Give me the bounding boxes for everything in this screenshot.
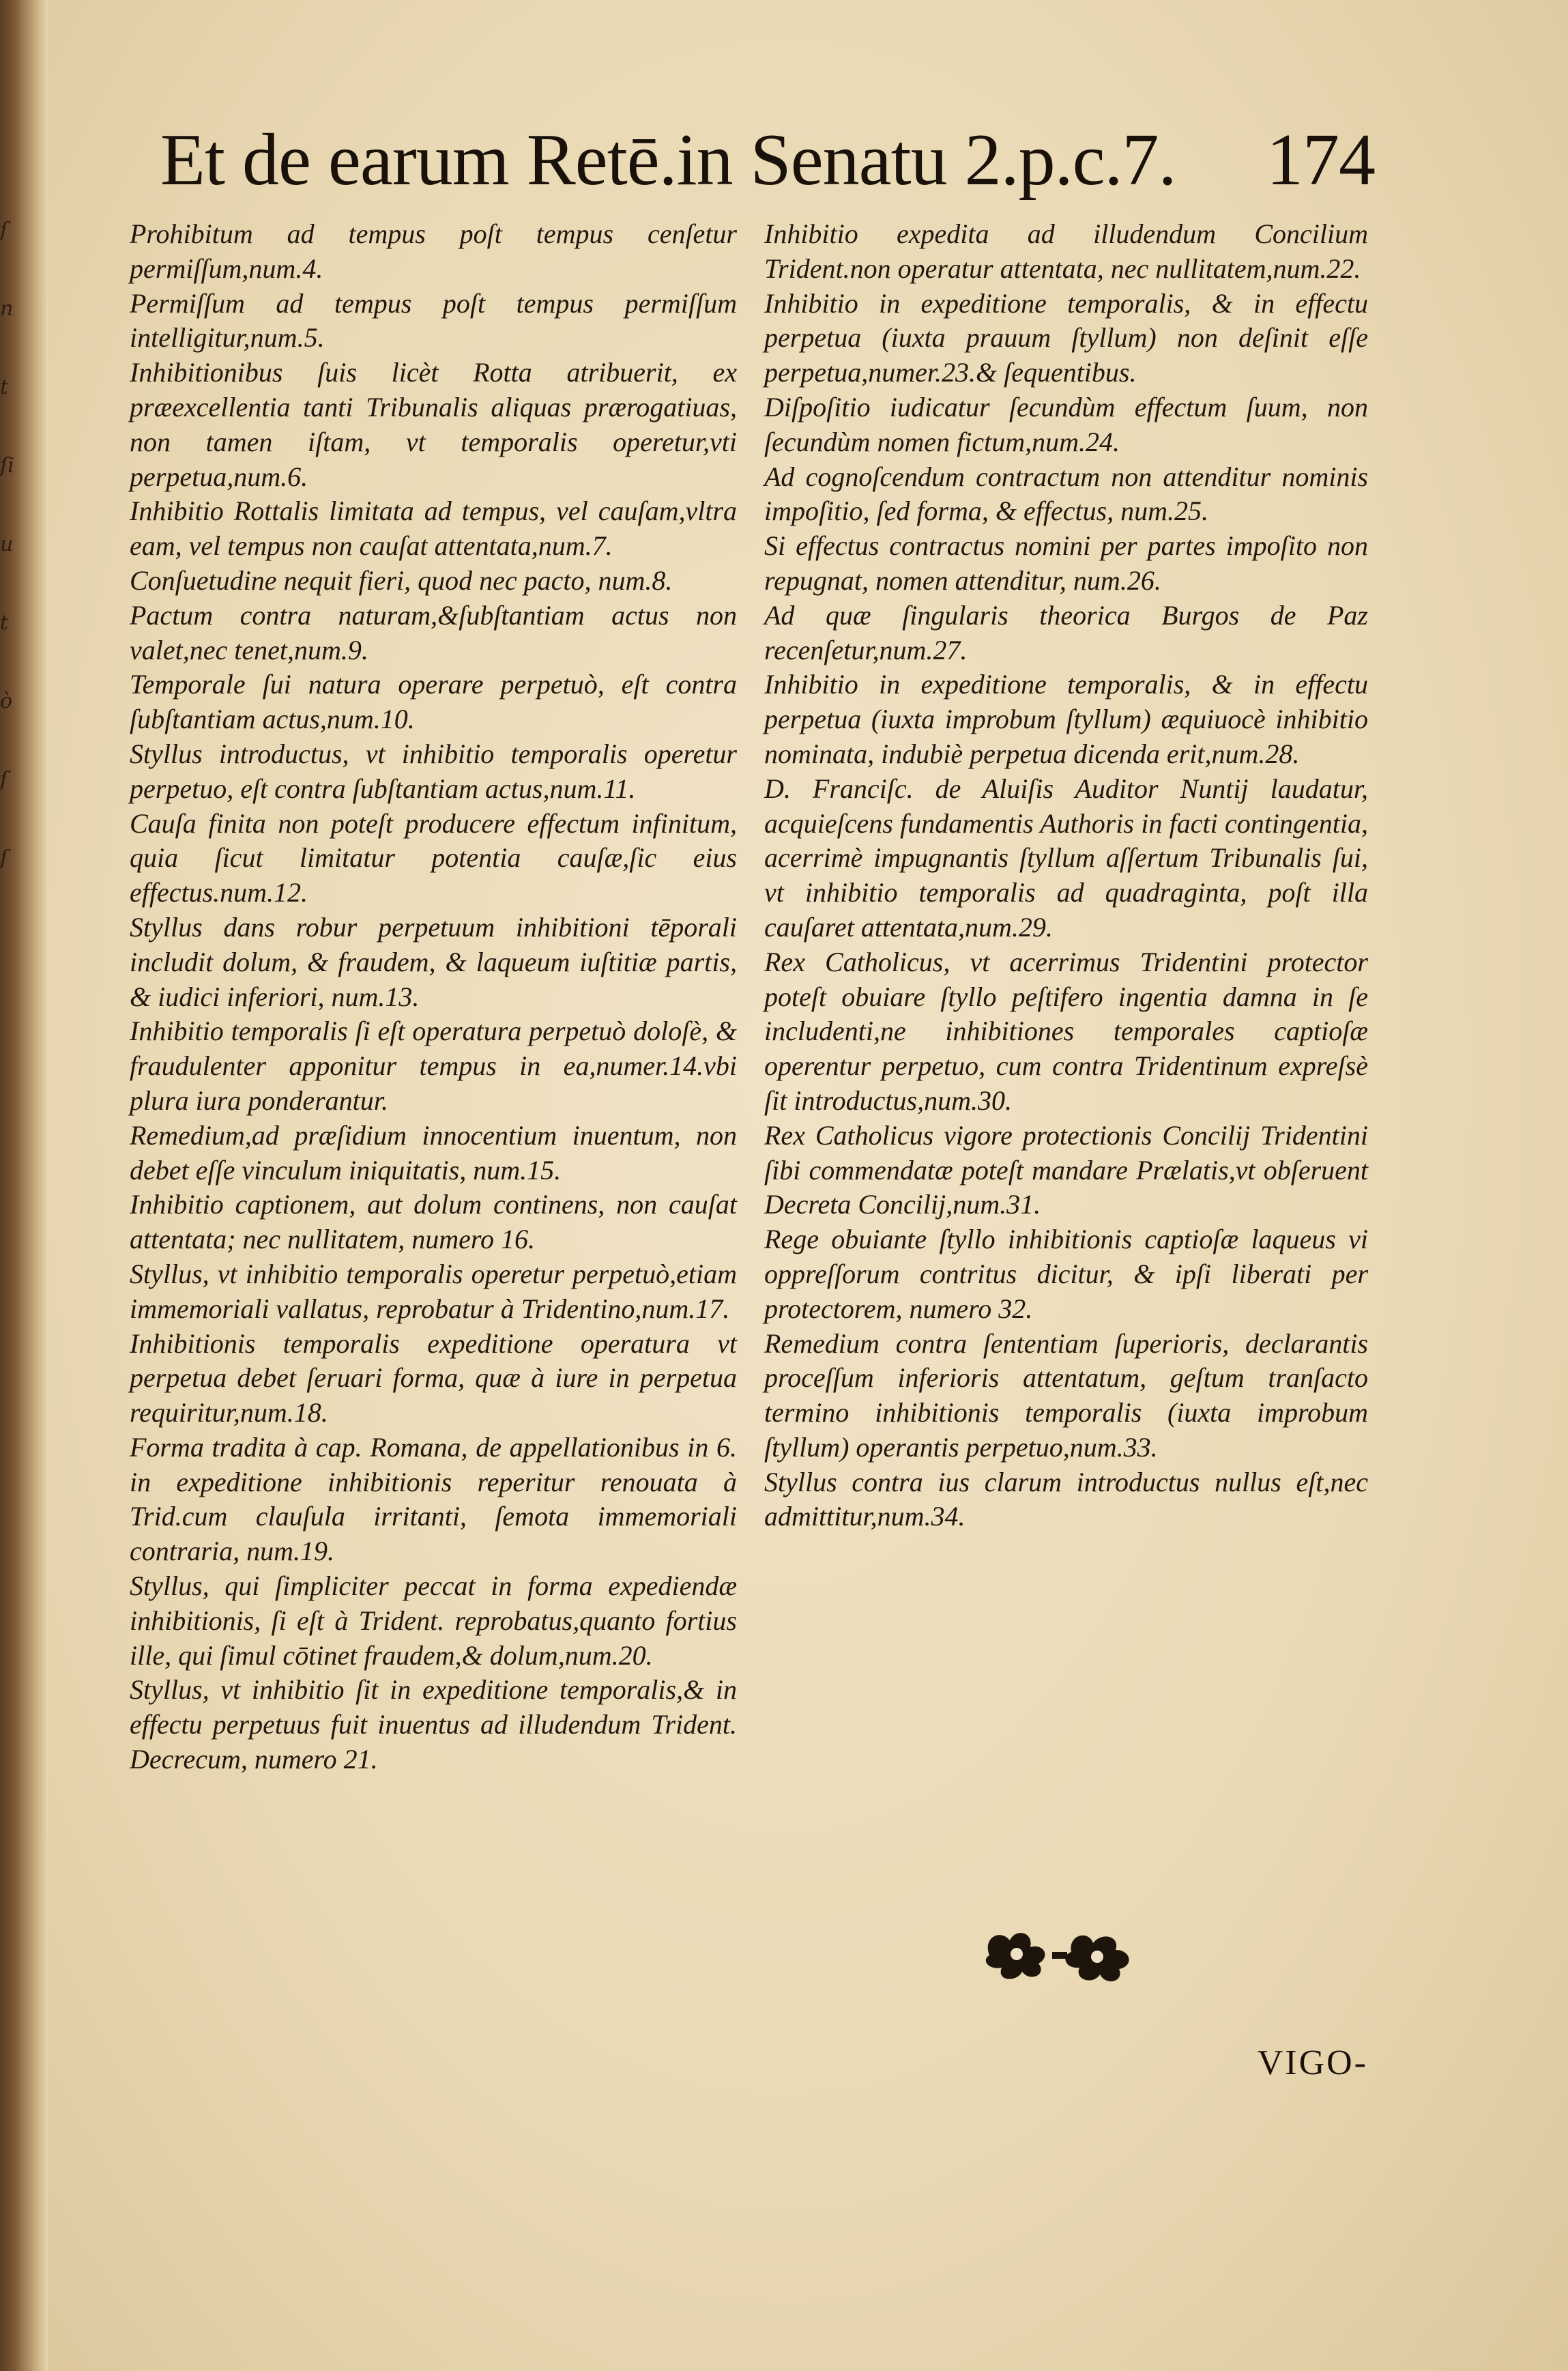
right-index-entry: Inhibitio in expeditione temporalis, & in effectu perpetua (iuxta prauum ſtyllum) non deſinit eſſe perpetua,numer.23.& ſequentibus. [764,287,1368,388]
left-index-entry: Forma tradita à cap. Romana, de appellationibus in 6. in expeditione inhibitionis reperitur renouata à Trid.cum clauſula irritanti, ſemota immemoriali contraria, num.19. [130,1431,737,1567]
running-title: Et de earum Retē.in Senatu 2.p.c.7. [160,119,1176,201]
folio-number: 174 [1266,119,1375,201]
index-column-left [130,217,737,1777]
right-index-entry: Styllus contra ius clarum introductus nullus eſt,nec admittitur,num.34. [764,1466,1368,1532]
left-index-entry: Inhibitio Rottalis limitata ad tempus, vel cauſam,vltra eam, vel tempus non cauſat attentata,num.7. [130,495,737,562]
left-index-entry: Styllus, vt inhibitio temporalis operetur perpetuò,etiam immemoriali vallatus, reprobatur à Tridentino,num.17. [130,1258,737,1324]
right-index-entry: Si effectus contractus nomini per partes impoſito non repugnat, nomen attenditur, num.26. [764,530,1368,596]
index-column-right [764,217,1368,1534]
left-index-entry: Styllus dans robur perpetuum inhibitioni tēporali includit dolum, & fraudem, & laqueum iuſtitiæ partis, & iudici inferiori, num.13. [130,911,737,1012]
right-index-entry: Rex Catholicus vigore protectionis Concilij Tridentini ſibi commendatæ poteſt mandare Prælatis,vt obſeruent Decreta Concilij,num.31. [764,1119,1368,1220]
gutter-letter: ſi [0,454,14,478]
gutter-letter: ò [0,689,13,713]
gutter-letter: t [0,375,9,399]
left-index-entry: Inhibitionibus ſuis licèt Rotta atribuerit, ex præexcellentia tanti Tribunalis aliquas prærogatiuas, non tamen iſtam, vt temporalis operetur,vti perpetua,num.6. [130,357,737,492]
right-index-entry: Remedium contra ſententiam ſuperioris, declarantis proceſſum inferioris attentatum, geſtum tranſacto termino inhibitionis temporalis (iuxta improbum ſtyllum) operantis perpetuo,num.33. [764,1327,1368,1463]
gutter-letter: n [0,297,14,321]
right-index-entry: Diſpoſitio iudicatur ſecundùm effectum ſuum, non ſecundùm nomen fictum,num.24. [764,391,1368,457]
left-index-entry: Styllus, vt inhibitio ſit in expeditione temporalis,& in effectu perpetuus fuit inuentus ad illudendum Trident. Decrecum, numero 21. [130,1674,737,1775]
gutter-letter: ſ [0,218,8,242]
left-index-entry: Inhibitionis temporalis expeditione operatura vt perpetua debet ſeruari forma, quæ à iure in perpetua requiritur,num.18. [130,1327,737,1428]
right-index-entry: Rege obuiante ſtyllo inhibitionis captioſæ laqueus vi oppreſſorum contritus dicitur, & ipſi liberati per protectorem, numero 32. [764,1224,1368,1324]
gutter-letters [0,191,20,897]
gutter-letter: u [0,532,14,556]
left-index-entry: Cauſa finita non poteſt producere effectum infinitum, quia ſicut limitatur potentia cauſæ,ſic eius effectus.num.12. [130,807,737,908]
left-index-entry: Temporale ſui natura operare perpetuò, eſt contra ſubſtantiam actus,num.10. [130,669,737,735]
gutter-letter: ſ [0,846,8,870]
binding-gutter [0,0,48,2371]
right-index-entry: Inhibitio expedita ad illudendum Concilium Trident.non operatur attentata, nec nullitatem,num.22. [764,218,1368,284]
right-index-entry: Inhibitio in expeditione temporalis, & in effectu perpetua (iuxta improbum ſtyllum) æquiuocè inhibitio nominata, indubiè perpetua dicenda erit,num.28. [764,669,1368,769]
left-index-entry: Styllus introductus, vt inhibitio temporalis operetur perpetuo, eſt contra ſubſtantiam actus,num.11. [130,738,737,804]
right-index-entry: Ad quæ ſingularis theorica Burgos de Paz recenſetur,num.27. [764,599,1368,665]
right-index-entry: Ad cognoſcendum contractum non attenditur nominis impoſitio, ſed forma, & effectus, num.25. [764,461,1368,527]
left-index-entry: Prohibitum ad tempus poſt tempus cenſetur permiſſum,num.4. [130,218,737,284]
gutter-letter: t [0,611,9,635]
catchword: VIGO- [1257,2043,1368,2082]
right-index-entry: D. Franciſc. de Aluiſis Auditor Nuntij laudatur, acquieſcens fundamentis Authoris in facti contingentia, acerrimè impugnantis ſtyllum aſſertum Tribunalis ſui, vt inhibitio temporalis ad quadraginta, poſt illa cauſaret attentata,num.29. [764,773,1368,943]
left-index-entry: Styllus, qui ſimpliciter peccat in forma expediendæ inhibitionis, ſi eſt à Trident. reprobatus,quanto fortius ille, qui ſimul cōtinet fraudem,& dolum,num.20. [130,1570,737,1671]
left-index-entry: Pactum contra naturam,&ſubſtantiam actus non valet,nec tenet,num.9. [130,599,737,665]
left-index-entry: Permiſſum ad tempus poſt tempus permiſſum intelligitur,num.5. [130,287,737,354]
right-index-entry: Rex Catholicus, vt acerrimus Tridentini protector poteſt obuiare ſtyllo peſtifero ingentia damna in ſe includenti,ne inhibitiones temporales captioſæ operentur perpetuo, cum contra Tridentinum expreſsè ſit introductus,num.30. [764,946,1368,1116]
left-index-entry: Inhibitio captionem, aut dolum continens, non cauſat attentata; nec nullitatem, numero 16. [130,1189,737,1255]
gutter-letter: ſ [0,768,8,792]
page-header [160,119,1375,201]
left-index-entry: Inhibitio temporalis ſi eſt operatura perpetuò doloſè, & fraudulenter apponitur tempus in ea,numer.14.vbi plura iura ponderantur. [130,1016,737,1116]
left-index-entry: Remedium,ad præſidium innocentium inuentum, non debet eſſe vinculum iniquitatis, num.15. [130,1119,737,1186]
left-index-entry: Conſuetudine nequit fieri, quod nec pacto, num.8. [130,564,673,596]
fleuron-ornament-icon [976,1914,1146,1989]
